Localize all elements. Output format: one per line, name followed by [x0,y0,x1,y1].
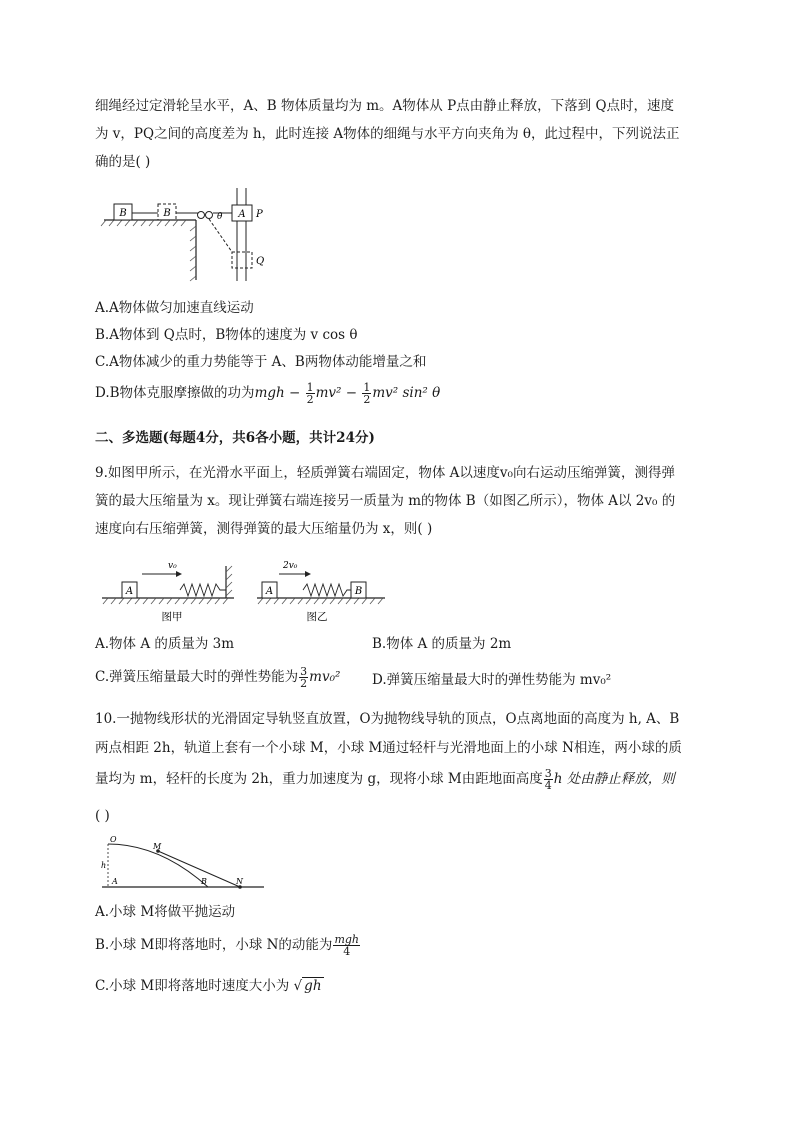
q8-fig-q-label: Q [256,256,265,267]
q8-pulley-figure [100,186,280,286]
q8-fig-theta: θ [217,212,223,222]
q10-fig-b: B [201,877,207,886]
q9-fig2-b: B [354,586,363,597]
q10-fig-h: h [101,861,107,870]
q8-line-3: 确的是( ) [95,154,151,170]
q9-fig2-caption: 图乙 [306,611,328,623]
q9-fig1-velocity: v₀ [168,561,177,571]
q10-line-1: 10.一抛物线形状的光滑固定导轨竖直放置，O为抛物线导轨的顶点，O点离地面的高度为 h, A、B [95,711,680,727]
q9-fig2-a: A [265,586,274,597]
q8-fig-b-dashed-label: B [163,208,171,219]
q8-option-b: B.A物体到 Q点时，B物体的速度为 v cos θ [95,327,358,343]
q8-fig-b-label: B [119,208,127,219]
q9-option-b: B.物体 A 的质量为 2m [372,636,512,652]
q8-option-a: A.A物体做匀加速直线运动 [95,300,254,316]
q10-fig-o: O [110,835,117,844]
q10-option-c: C.小球 M即将落地时速度大小为 √ gh [95,978,322,994]
q9-option-c: C.弹簧压缩量最大时的弹性势能为 $\frac{3}{2}$ mv₀² [95,665,341,690]
q9-figure-jia [100,558,245,628]
q8-fig-p-label: P [256,209,263,220]
q10-line-4: ( ) [95,808,110,824]
q9-line-2: 簧的最大压缩量为 x。现让弹簧右端连接另一质量为 m的物体 B（如图乙所示），物体 A以 2v₀ 的 [95,493,676,509]
q8-line-1: 细绳经过定滑轮呈水平，A、B 物体质量均为 m。A物体从 P点由静止释放，下落到 Q点时，速度 [95,98,675,114]
q9-option-d: D.弹簧压缩量最大时的弹性势能为 mv₀² [372,672,612,688]
q10-parabola-figure [100,832,270,892]
q10-line-3: 量均为 m，轻杆的长度为 2h，重力加速度为 g，现将小球 M由距地面高度 $\frac{3}{4}$ h 处由静止释放，则 [95,767,675,792]
section-2-heading: 二、多选题(每题4分，共6各小题，共计24分) [95,430,375,446]
q8-option-d: D.B物体克服摩擦做的功为mgh − $\frac{1}{2}$ mv² − $\frac{1}{2}$ mv² sin² θ [95,381,441,406]
q9-figure-yi [255,558,390,628]
q9-option-a: A.物体 A 的质量为 3m [95,636,235,652]
q9-fig2-velocity: 2v₀ [283,561,298,571]
q10-line-2: 两点相距 2h，轨道上套有一个小球 M，小球 M通过轻杆与光滑地面上的小球 N相连，两小球的质 [95,740,682,756]
q9-line-3: 速度向右压缩弹簧，测得弹簧的最大压缩量仍为 x，则( ) [95,521,433,537]
q8-line-2: 为 v，PQ之间的高度差为 h，此时连接 A物体的细绳与水平方向夹角为 θ，此过程中，下列说法正 [95,126,680,142]
q8-fig-a-label: A [238,209,246,220]
q9-fig1-a: A [125,586,134,597]
q10-fig-m: M [153,842,162,851]
q10-fig-a: A [112,877,118,886]
q8-option-c: C.A物体减少的重力势能等于 A、B两物体动能增量之和 [95,354,427,370]
q9-fig1-caption: 图甲 [161,611,183,623]
q10-fig-n: N [236,877,243,886]
q9-line-1: 9.如图甲所示，在光滑水平面上，轻质弹簧右端固定，物体 A以速度v₀向右运动压缩弹簧，测得弹 [95,465,675,481]
q10-option-b: B.小球 M即将落地时，小球 N的动能为 $\frac{\text{mgh}}{4}$ [95,933,359,958]
q10-option-a: A.小球 M将做平抛运动 [95,904,236,920]
